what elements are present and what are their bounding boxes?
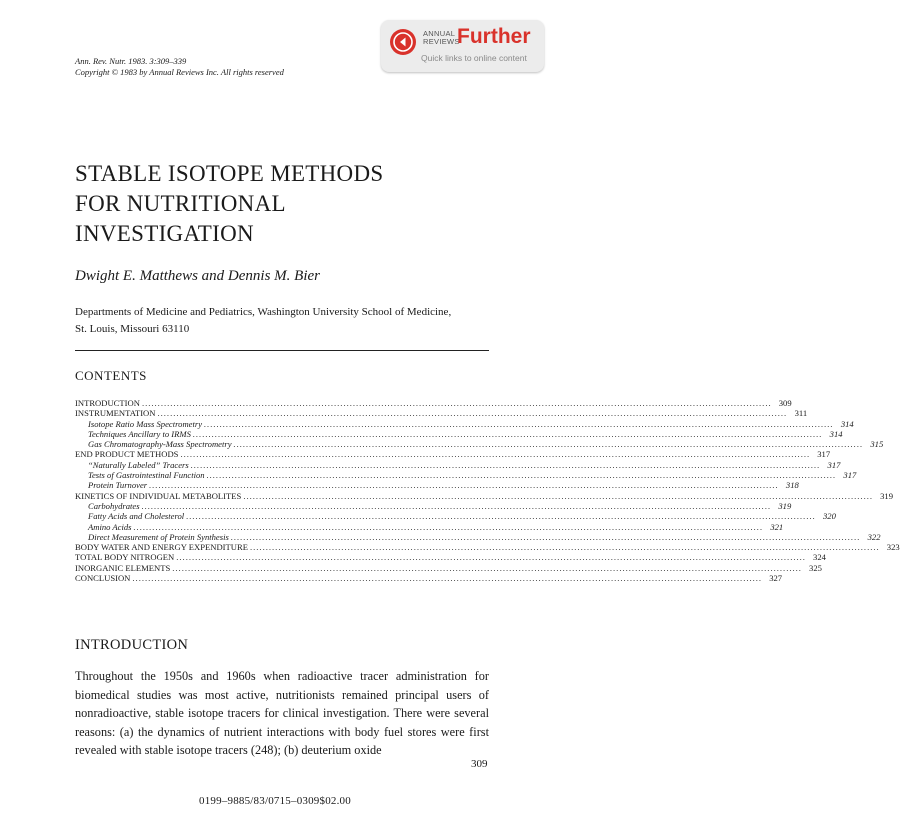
toc-leader-dots: ........................................................................................................................................................................................................ xyxy=(243,490,874,501)
citation-line: Ann. Rev. Nutr. 1983. 3:309–339 xyxy=(75,56,187,66)
toc-entry-page: 324 xyxy=(813,552,826,563)
toc-entry[interactable] xyxy=(75,490,894,501)
toc-entry[interactable] xyxy=(75,418,854,429)
toc-entry[interactable] xyxy=(75,408,808,419)
toc-entry-page: 320 xyxy=(823,511,836,522)
toc-entry[interactable] xyxy=(75,552,826,563)
toc-leader-dots: ........................................................................................................................................................................................................ xyxy=(149,480,779,491)
toc-leader-dots: ........................................................................................................................................................................................................ xyxy=(176,552,806,563)
toc-entry-page: 325 xyxy=(809,562,822,573)
toc-entry-page: 314 xyxy=(840,418,854,429)
further-badge[interactable] xyxy=(381,20,544,72)
toc-entry-label: Amino Acids xyxy=(88,521,132,532)
toc-leader-dots: ........................................................................................................................................................................................................ xyxy=(192,428,823,439)
toc-entry[interactable] xyxy=(75,511,836,522)
toc-leader-dots: ........................................................................................................................................................................................................ xyxy=(230,531,861,542)
further-label: Further xyxy=(457,25,531,48)
toc-entry-page: 327 xyxy=(769,573,783,584)
toc-entry[interactable] xyxy=(75,398,792,408)
toc-entry-label: END PRODUCT METHODS xyxy=(75,449,179,460)
toc-leader-dots: ........................................................................................................................................................................................................ xyxy=(249,542,880,553)
affiliation-line: St. Louis, Missouri 63110 xyxy=(75,323,190,335)
toc-leader-dots: ........................................................................................................................................................................................................ xyxy=(141,500,772,511)
toc-entry-page: 323 xyxy=(886,542,900,553)
toc-entry-page: 319 xyxy=(778,500,792,511)
toc-leader-dots: ........................................................................................................................................................................................................ xyxy=(180,449,811,460)
toc-leader-dots: ........................................................................................................................................................................................................ xyxy=(186,511,816,522)
toc-entry[interactable] xyxy=(75,500,792,511)
toc-entry-label: “Naturally Labeled” Tracers xyxy=(88,459,189,470)
contents-heading: CONTENTS xyxy=(75,368,147,383)
toc-entry-page: 317 xyxy=(817,449,831,460)
arrow-left-icon xyxy=(390,29,416,55)
toc-leader-dots: ........................................................................................................................................................................................................ xyxy=(172,562,802,573)
toc-entry-label: Fatty Acids and Cholesterol xyxy=(88,511,185,522)
toc-entry[interactable] xyxy=(75,573,783,584)
toc-entry-label: CONCLUSION xyxy=(75,573,131,584)
table-of-contents xyxy=(75,398,900,584)
authors: Dwight E. Matthews and Dennis M. Bier xyxy=(75,268,320,284)
toc-entry-page: 322 xyxy=(867,531,881,542)
toc-entry-page: 314 xyxy=(829,428,843,439)
toc-entry[interactable] xyxy=(75,470,857,481)
toc-entry-page: 317 xyxy=(843,470,857,481)
toc-entry-label: Direct Measurement of Protein Synthesis xyxy=(88,531,229,542)
toc-entry-label: Gas Chromatography-Mass Spectrometry xyxy=(88,439,232,450)
toc-entry[interactable] xyxy=(75,439,884,450)
article-title xyxy=(75,159,383,249)
title-line: STABLE ISOTOPE METHODS xyxy=(75,161,384,186)
toc-entry-label: INORGANIC ELEMENTS xyxy=(75,562,171,573)
toc-leader-dots: ........................................................................................................................................................................................................ xyxy=(190,459,821,470)
toc-entry-label: BODY WATER AND ENERGY EXPENDITURE xyxy=(75,542,248,553)
toc-entry-label: Isotope Ratio Mass Spectrometry xyxy=(88,418,203,429)
toc-leader-dots: ........................................................................................................................................................................................................ xyxy=(206,470,837,481)
toc-leader-dots: ........................................................................................................................................................................................................ xyxy=(204,418,834,429)
toc-entry-page: 321 xyxy=(770,521,784,532)
footer-code: 0199–9885/83/0715–0309$02.00 xyxy=(199,795,351,807)
affiliation xyxy=(75,304,495,338)
toc-entry-label: INSTRUMENTATION xyxy=(75,408,156,419)
toc-entry-label: Tests of Gastrointestinal Function xyxy=(88,470,205,481)
toc-entry-label: Protein Turnover xyxy=(88,480,148,491)
affiliation-line: Departments of Medicine and Pediatrics, Washington University School of Medicine, xyxy=(75,306,452,318)
toc-entry[interactable] xyxy=(75,531,881,542)
toc-entry[interactable] xyxy=(75,449,831,460)
title-line: FOR NUTRITIONAL xyxy=(75,191,286,216)
annual-reviews-logo-text xyxy=(423,30,460,46)
toc-entry[interactable] xyxy=(75,428,843,439)
page-number: 309 xyxy=(471,758,488,770)
toc-entry-page: 311 xyxy=(794,408,808,419)
toc-leader-dots: ........................................................................................................................................................................................................ xyxy=(141,398,772,408)
toc-entry-page: 317 xyxy=(827,459,841,470)
toc-leader-dots: ........................................................................................................................................................................................................ xyxy=(133,521,764,532)
toc-entry[interactable] xyxy=(75,542,900,553)
toc-entry-label: INTRODUCTION xyxy=(75,398,140,408)
toc-entry-page: 315 xyxy=(870,439,884,450)
toc-entry[interactable] xyxy=(75,459,841,470)
reviews-label: REVIEWS xyxy=(423,37,460,46)
toc-entry-page: 309 xyxy=(778,398,792,408)
quick-links-label: Quick links to online content xyxy=(421,53,527,63)
toc-entry-label: Techniques Ancillary to IRMS xyxy=(88,428,191,439)
toc-entry[interactable] xyxy=(75,562,822,573)
toc-leader-dots: ........................................................................................................................................................................................................ xyxy=(233,439,864,450)
introduction-paragraph: Throughout the 1950s and 1960s when radioactive tracer administration for biomedical studies was most active, nutritionists remained principal users of nonradioactive, stable isotope tracers for clinical investigation. There were several reasons: (a) the dynamics of nutrient interactions with body fuel stores were first revealed with stable isotope tracers (248); (b) deuterium oxide xyxy=(75,669,489,757)
divider xyxy=(75,350,489,351)
toc-leader-dots: ........................................................................................................................................................................................................ xyxy=(157,408,788,419)
journal-citation xyxy=(75,56,284,78)
toc-entry-page: 318 xyxy=(785,480,799,491)
toc-entry[interactable] xyxy=(75,480,799,491)
toc-entry-label: TOTAL BODY NITROGEN xyxy=(75,552,175,563)
title-line: INVESTIGATION xyxy=(75,221,254,246)
toc-entry-page: 319 xyxy=(880,490,894,501)
copyright-line: Copyright © 1983 by Annual Reviews Inc. All rights reserved xyxy=(75,67,284,77)
annual-label: ANNUAL xyxy=(423,29,456,38)
toc-entry-label: KINETICS OF INDIVIDUAL METABOLITES xyxy=(75,490,242,501)
introduction-heading: INTRODUCTION xyxy=(75,637,189,653)
toc-entry-label: Carbohydrates xyxy=(88,500,140,511)
toc-entry[interactable] xyxy=(75,521,784,532)
toc-leader-dots: ........................................................................................................................................................................................................ xyxy=(132,573,763,584)
